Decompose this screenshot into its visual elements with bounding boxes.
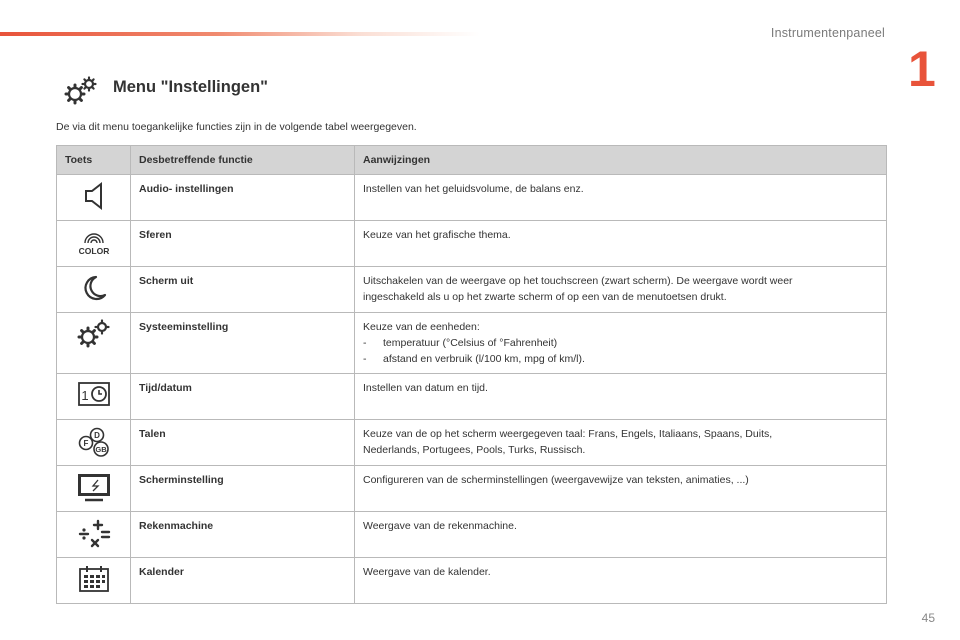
table-header-row bbox=[57, 146, 887, 175]
function-notes: Keuze van de eenheden: - temperatuur (°Celsius of °Fahrenheit) - afstand en verbruik (l/100 km, mpg of km/l). bbox=[355, 313, 887, 374]
color-theme-icon bbox=[74, 227, 114, 257]
function-notes: Keuze van het grafische thema. bbox=[355, 221, 887, 267]
key-cell bbox=[57, 221, 131, 267]
table-row bbox=[57, 313, 887, 374]
chapter-number: 1 bbox=[908, 41, 936, 97]
function-name: Tijd/datum bbox=[131, 374, 355, 420]
language-label-f: F bbox=[83, 439, 88, 448]
table-row bbox=[57, 466, 887, 512]
functions-table bbox=[56, 145, 887, 604]
function-notes: Uitschakelen van de weergave op het touchscreen (zwart scherm). De weergave wordt weer ingeschakeld als u op het zwarte scherm of op een van de menutoetsen drukt. bbox=[355, 267, 887, 313]
function-name: Scherm uit bbox=[131, 267, 355, 313]
function-notes: Keuze van de op het scherm weergegeven taal: Frans, Engels, Italiaans, Spaans, Duits, Nederlands, Portugees, Pools, Turks, Russisch. bbox=[355, 420, 887, 466]
key-cell bbox=[57, 420, 131, 466]
function-name: Kalender bbox=[131, 558, 355, 604]
table-row bbox=[57, 420, 887, 466]
calculator-icon bbox=[76, 518, 112, 550]
key-cell bbox=[57, 313, 131, 374]
function-notes: Instellen van datum en tijd. bbox=[355, 374, 887, 420]
table-row bbox=[57, 512, 887, 558]
top-accent-bar bbox=[0, 32, 480, 36]
function-name: Talen bbox=[131, 420, 355, 466]
function-name: Sferen bbox=[131, 221, 355, 267]
function-notes: Configureren van de scherminstellingen (weergavewijze van teksten, animaties, ...) bbox=[355, 466, 887, 512]
key-cell bbox=[57, 267, 131, 313]
key-cell bbox=[57, 374, 131, 420]
column-header-key: Toets bbox=[57, 146, 131, 175]
function-name: Systeeminstelling bbox=[131, 313, 355, 374]
languages-icon bbox=[74, 426, 114, 458]
language-label-d: D bbox=[93, 431, 100, 440]
list-item: - afstand en verbruik (l/100 km, mpg of km/l). bbox=[363, 353, 585, 365]
section-title: Instrumentenpaneel bbox=[770, 26, 885, 40]
function-name: Audio- instellingen bbox=[131, 175, 355, 221]
function-name: Scherminstelling bbox=[131, 466, 355, 512]
key-cell bbox=[57, 175, 131, 221]
color-label: COLOR bbox=[78, 246, 109, 256]
column-header-function: Desbetreffende functie bbox=[131, 146, 355, 175]
page-title: Menu "Instellingen" bbox=[113, 78, 268, 96]
table-row bbox=[57, 175, 887, 221]
language-label-gb: GB bbox=[94, 445, 107, 454]
key-cell bbox=[57, 512, 131, 558]
table-row bbox=[57, 221, 887, 267]
screen-settings-icon bbox=[76, 472, 112, 502]
table-row bbox=[57, 374, 887, 420]
calendar-day-label: 1 bbox=[80, 388, 89, 403]
date-time-icon bbox=[76, 380, 112, 408]
table-row bbox=[57, 267, 887, 313]
key-cell bbox=[57, 466, 131, 512]
function-notes: Instellen van het geluidsvolume, de balans enz. bbox=[355, 175, 887, 221]
settings-gears-icon bbox=[64, 76, 98, 106]
table-row bbox=[57, 558, 887, 604]
function-notes: Weergave van de rekenmachine. bbox=[355, 512, 887, 558]
intro-text: De via dit menu toegankelijke functies zijn in de volgende tabel weergegeven. bbox=[56, 121, 417, 133]
list-item: - temperatuur (°Celsius of °Fahrenheit) bbox=[363, 337, 558, 349]
settings-gears-icon bbox=[77, 319, 111, 349]
speaker-icon bbox=[82, 181, 106, 211]
calendar-icon bbox=[77, 564, 111, 594]
column-header-notes: Aanwijzingen bbox=[355, 146, 887, 175]
key-cell bbox=[57, 558, 131, 604]
function-notes: Weergave van de kalender. bbox=[355, 558, 887, 604]
page-number: 45 bbox=[921, 611, 935, 625]
moon-icon bbox=[79, 273, 109, 303]
function-name: Rekenmachine bbox=[131, 512, 355, 558]
